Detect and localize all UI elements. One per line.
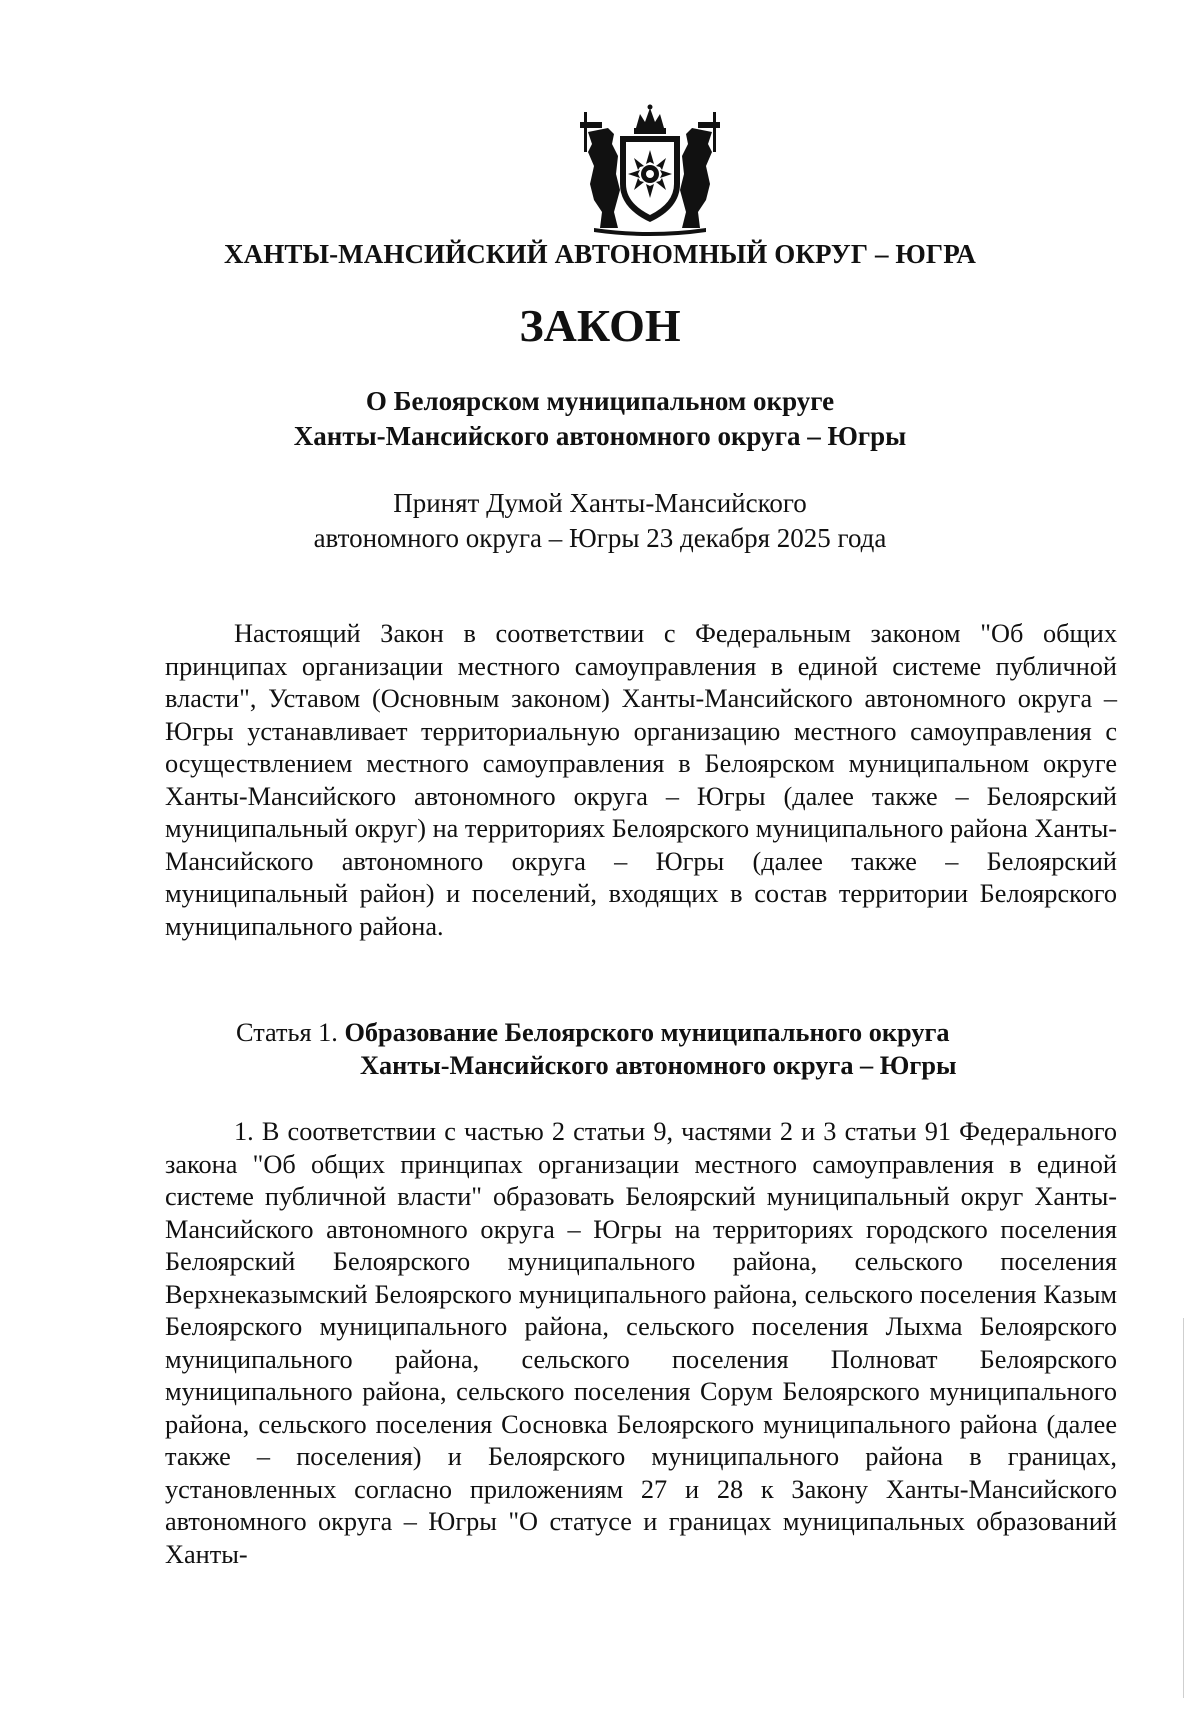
article-1-clause-1: 1. В соответствии с частью 2 статьи 9, частями 2 и 3 статьи 91 Федерального закона "Об общих принципах организации местного самоуправления в единой системе публичной власти" образовать Белоярский муниципальный округ Ханты-Мансийского автономного округа – Югры на территориях городского поселения Белоярский Белоярского муниципального района, сельского поселения Верхнеказымский Белоярского муниципального района, сельского поселения Казым Белоярского муниципального района, сельского поселения Лыхма Белоярского муниципального района, сельского поселения Полноват Белоярского муниципального района, сельского поселения Сорум Белоярского муниципального района, сельского поселения Сосновка Белоярского муниципального района (далее также – поселения) и Белоярского муниципального района в границах, установленных согласно приложениям 27 и 28 к Закону Ханты-Мансийского автономного округа – Югры "О статусе и границах муниципальных образований Ханты- xyxy=(165,1117,1117,1569)
article-1-title-line-1: Образование Белоярского муниципального округа xyxy=(344,1018,950,1047)
scan-edge-mark xyxy=(1183,1318,1184,1698)
article-1-title-line-2: Ханты-Мансийского автономного округа – Югры xyxy=(360,1051,957,1080)
region-title: ХАНТЫ-МАНСИЙСКИЙ АВТОНОМНЫЙ ОКРУГ – ЮГРА xyxy=(224,239,976,269)
adoption-note xyxy=(0,486,1200,556)
article-1-heading xyxy=(236,1016,1136,1082)
adoption-note-line-1: Принят Думой Ханты-Мансийского xyxy=(393,488,807,518)
article-1-label: Статья 1. xyxy=(236,1018,338,1047)
coat-of-arms-icon xyxy=(574,104,726,236)
law-title-line-1: О Белоярском муниципальном округе xyxy=(365,386,835,416)
law-title xyxy=(0,384,1200,454)
document-type-heading: ЗАКОН xyxy=(519,300,681,351)
adoption-note-line-2: автономного округа – Югры 23 декабря 2025 года xyxy=(313,523,887,553)
preamble-paragraph: Настоящий Закон в соответствии с Федеральным законом "Об общих принципах организации местного самоуправления в единой системе публичной власти", Уставом (Основным законом) Ханты-Мансийского автономного округа – Югры устанавливает территориальную организацию местного самоуправления с осуществлением местного самоуправления в Белоярском муниципальном округе Ханты-Мансийского автономного округа – Югры (далее также – Белоярский муниципальный округ) на территориях Белоярского муниципального района Ханты-Мансийского автономного округа – Югры (далее также – Белоярский муниципальный район) и поселений, входящих в состав территории Белоярского муниципального района. xyxy=(165,619,1117,941)
law-title-line-2: Ханты-Мансийского автономного округа – Югры xyxy=(293,421,907,451)
